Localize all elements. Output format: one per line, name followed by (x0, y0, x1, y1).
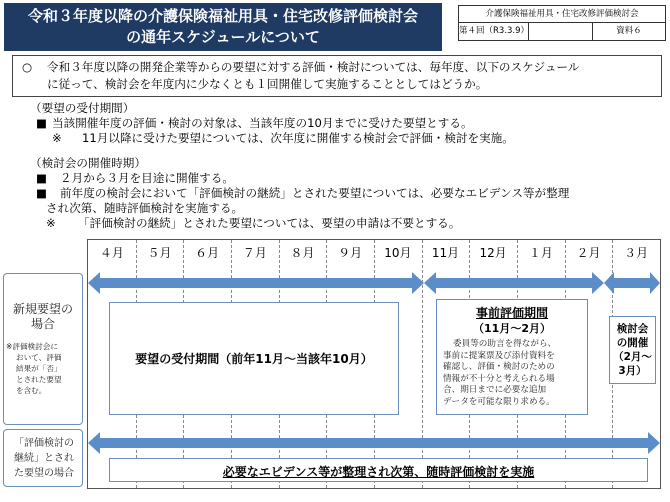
meta-committee: 介護保険福祉用具・住宅改修評価検討会 (459, 6, 665, 23)
cont-label-line1: 「評価検討の (14, 438, 74, 449)
month-header: 10月 (384, 246, 412, 260)
continued-request-row-label (3, 429, 83, 487)
meeting-line2: の開催 (616, 337, 649, 349)
pre-eval-title: 事前評価期間 (475, 306, 548, 320)
month-header: ９月 (338, 246, 363, 260)
request-period-heading: （要望の受付期間） (30, 101, 135, 115)
meta-blank (529, 23, 593, 41)
meeting-period-bullet2-cont: され次第、随時評価検討を実施する。 (46, 201, 244, 215)
new-label-line1: 新規要望の (12, 302, 73, 316)
square-bullet-icon: ■ (36, 186, 47, 200)
pre-eval-period: （11月～2月） (473, 322, 551, 335)
new-request-row-label (3, 273, 83, 425)
arrow-full-year (88, 432, 660, 454)
new-note-line4: とされた要望 (16, 375, 62, 384)
new-note-line1: ※評価検討会に (6, 342, 58, 351)
pre-evaluation-box (436, 299, 588, 415)
month-header: 12月 (479, 246, 507, 260)
meeting-period-bullet2: ■ 前年度の検討会において「評価検討の継続」とされた要望については、必要なエビデンス等が整理 (36, 186, 570, 200)
month-header: ６月 (195, 246, 220, 260)
month-header: ５月 (147, 246, 172, 260)
intro-line2: に従って、検討会を年度内に少なくとも１回開催して実施することとしてはどうか。 (47, 77, 488, 91)
meeting-line1: 検討会 (616, 323, 649, 335)
meeting-line4: 3月） (618, 365, 647, 377)
meeting-line3: （2月～ (613, 351, 652, 363)
meeting-period-bullet1: ■ ２月から３月を目途に開催する。 (36, 171, 234, 185)
note-mark: ※ (52, 131, 62, 145)
new-note-line3: 結果が「否」 (16, 364, 62, 373)
cont-label-line2: 継続」とされ (14, 453, 74, 464)
page-title-line2: の通年スケジュールについて (126, 28, 320, 46)
pre-eval-body-line2: 事前に提案票及び添付資料を (443, 350, 555, 361)
pre-eval-body-line4: 情報が不十分と考えられる場 (443, 373, 555, 384)
meeting-box (609, 316, 656, 384)
month-header: ４月 (99, 246, 124, 260)
acceptance-period-label: 要望の受付期間（前年11月～当該年10月） (135, 352, 373, 366)
new-note-line5: を含む。 (16, 386, 47, 395)
month-header: １月 (528, 246, 553, 260)
new-note-line2: おいて、評価 (16, 353, 62, 362)
circle-mark: ○ (22, 60, 33, 74)
arrow-nov-feb (424, 272, 604, 294)
meta-doc-number: 資料６ (616, 26, 642, 36)
intro-box (12, 55, 662, 97)
arrow-mar (604, 272, 660, 294)
month-header: ７月 (242, 246, 267, 260)
request-period-bullet: ■ 当該開催年度の評価・検討の対象は、当該年度の10月までに受けた要望とする。 (36, 116, 473, 130)
acceptance-period-box (109, 302, 399, 415)
request-period-note: ※ 11月以降に受けた要望については、次年度に開催する検討会で評価・検討を実施。 (52, 131, 514, 145)
month-header: ８月 (290, 246, 315, 260)
square-bullet-icon: ■ (36, 116, 47, 130)
arrow-apr-oct (88, 272, 424, 294)
cont-label-line3: た要望の場合 (14, 468, 74, 479)
note-mark: ※ (46, 216, 56, 230)
continuous-evaluation-label: 必要なエビデンス等が整理され次第、随時評価検討を実施 (222, 465, 535, 479)
document-meta (458, 5, 666, 41)
continuous-evaluation-box (109, 458, 648, 482)
pre-eval-body-line3: 確認し、評価・検討のための (443, 362, 555, 372)
square-bullet-icon: ■ (36, 171, 47, 185)
page-title-banner (4, 3, 442, 51)
intro-line1: 令和３年度以降の開発企業等からの要望に対する評価・検討については、毎年度、以下のスケジュール (47, 60, 580, 74)
pre-eval-body-line6: データを可能な限り求める。 (443, 396, 555, 407)
pre-eval-body-line5: 合、期日までに必要な追加 (443, 385, 547, 395)
month-header: ３月 (624, 246, 649, 260)
pre-eval-body-line1: 委員等の助言を得ながら、 (453, 339, 557, 349)
new-label-line2: 場合 (30, 317, 55, 331)
meeting-period-note: ※ 「評価検討の継続」とされた要望については、要望の申請は不要とする。 (46, 216, 461, 230)
meeting-period-heading: （検討会の開催時期） (30, 156, 146, 170)
page-title-line1: 令和３年度以降の介護保険福祉用具・住宅改修評価検討会 (27, 7, 418, 25)
meta-meeting: 第４回（R3.3.9） (459, 23, 529, 41)
month-header: ２月 (576, 246, 601, 260)
month-header: 11月 (431, 246, 460, 260)
